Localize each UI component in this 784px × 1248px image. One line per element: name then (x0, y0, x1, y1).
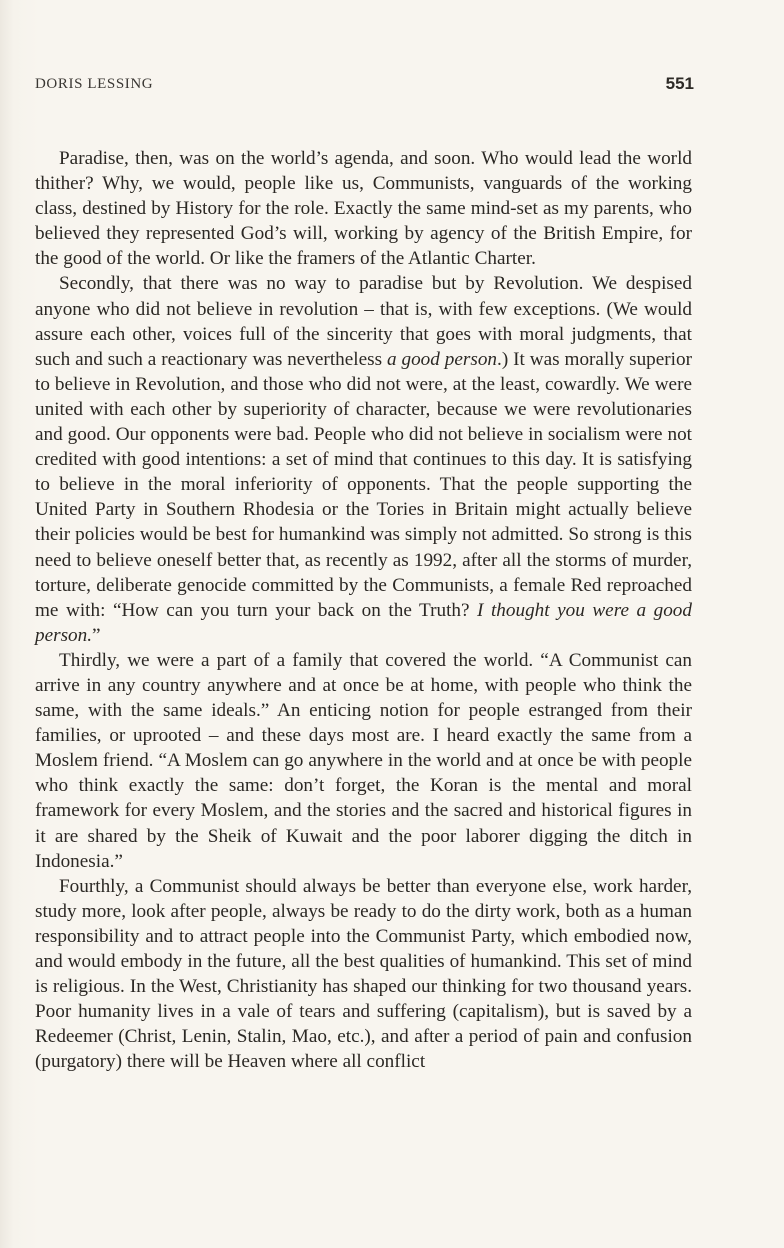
body-text (35, 146, 692, 1074)
running-head-author: DORIS LESSING (35, 76, 154, 92)
paragraph-text: .) It was morally superior to believe in Revolution, and those who did not were, at the least, cowardly. We were united with each other by superiority of character, because we were revolutionaries and good. Our opponents were bad. People who did not believe in socialism were not credited with good intentions: a set of mind that continues to this day. It is satisfying to believe in the moral inferiority of opponents. That the people supporting the United Party in Southern Rhodesia or the Tories in Britain might actually believe their policies would be best for humankind was simply not admitted. So strong is this need to believe oneself better that, as recently as 1992, after all the storms of murder, torture, deliberate genocide committed by the Communists, a female Red reproached me with: “How can you turn your back on the Truth? (35, 348, 692, 621)
paragraph-thirdly (35, 648, 692, 874)
page-number: 551 (665, 74, 694, 93)
italic-phrase-good-person: a good person (386, 348, 498, 370)
paragraph-text: Secondly, that there was no way to paradise but by Revolution. We despised anyone who did not believe in revolution – that is, with few exceptions. (We would assure each other, voices full of the sincerity that goes with moral judgments, that such and such a reactionary was nevertheless (35, 273, 692, 370)
paragraph-secondly (35, 271, 692, 647)
closing-quote: ” (92, 624, 101, 646)
running-head (35, 76, 694, 100)
paragraph-text: Thirdly, we were a part of a family that covered the world. “A Communist can arrive in any country anywhere and at once be at home, with people who think the same, with the same ideals.” An enticing notion for people estranged from their families, or uprooted – and these days most are. I heard exactly the same from a Moslem friend. “A Moslem can go anywhere in the world and at once be with people who think exactly the same: don’t forget, the Koran is the mental and moral framework for every Moslem, and the stories and the sacred and historical figures in it are shared by the Sheik of Kuwait and the poor laborer digging the ditch in Indonesia.” (35, 649, 692, 872)
paragraph-text: Fourthly, a Communist should always be better than everyone else, work harder, study more, look after people, always be ready to do the dirty work, both as a human responsibility and to attract people into the Communist Party, which embodied now, and would embody in the future, all the best qualities of humankind. This set of mind is religious. In the West, Christianity has shaped our thinking for two thousand years. Poor humanity lives in a vale of tears and suffering (capitalism), but is saved by a Redeemer (Christ, Lenin, Stalin, Mao, etc.), and after a period of pain and confusion (purgatory) there will be Heaven where all conflict (35, 875, 692, 1073)
italic-quote: I thought you were a good person. (35, 599, 692, 646)
paragraph-paradise (35, 146, 692, 271)
paragraph-text: Paradise, then, was on the world’s agenda, and soon. Who would lead the world thither? Why, we would, people like us, Communists, vanguards of the working class, destined by History for the role. Exactly the same mind-set as my parents, who believed they represented God’s will, working by agency of the British Empire, for the good of the world. Or like the framers of the Atlantic Charter. (35, 148, 692, 270)
paragraph-fourthly (35, 874, 692, 1075)
